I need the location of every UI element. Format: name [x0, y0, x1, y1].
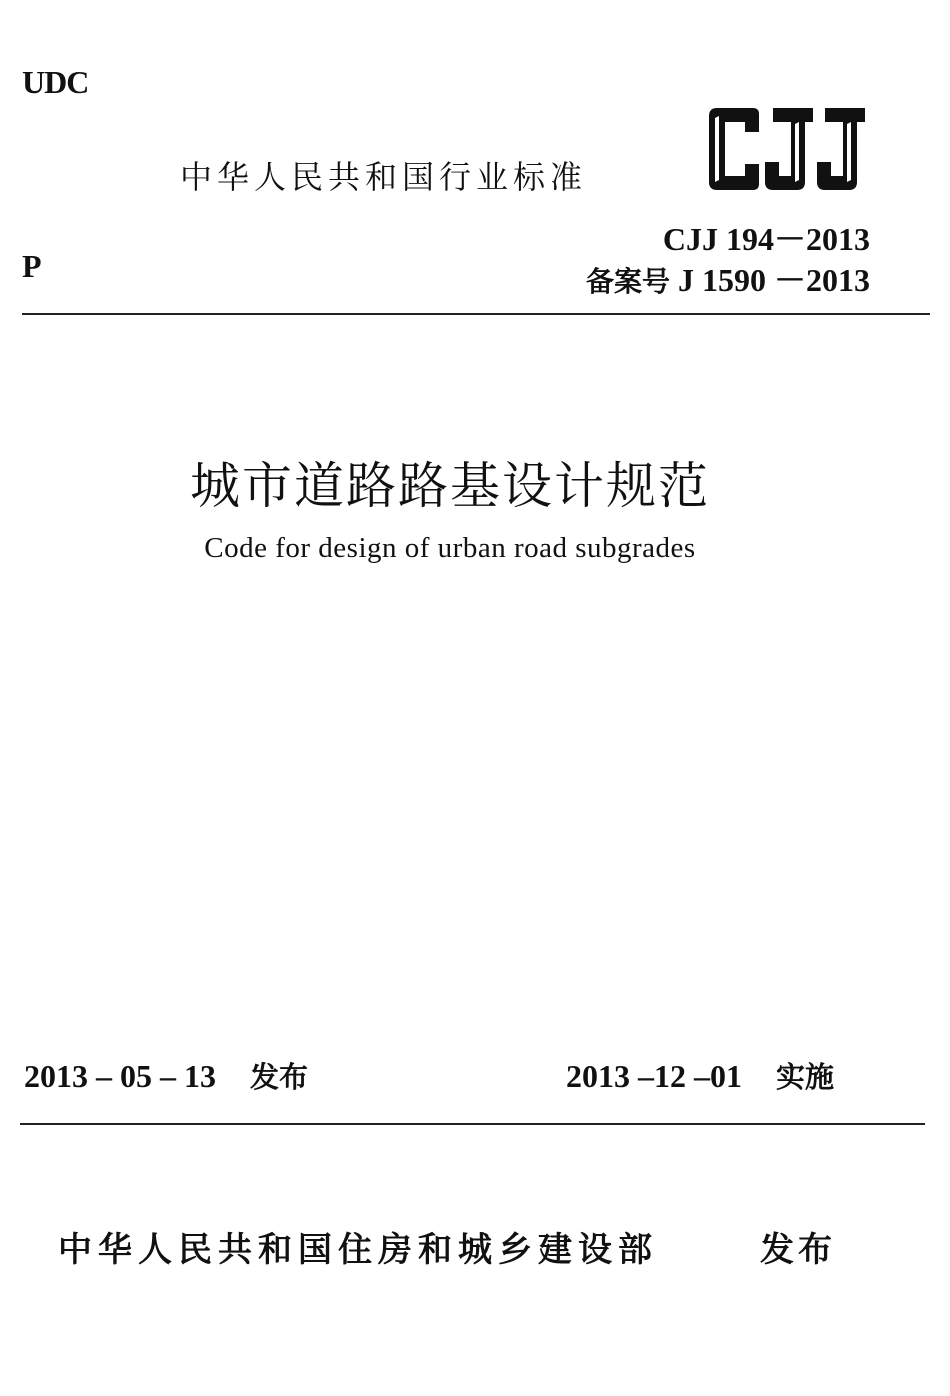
issuer-name: 中华人民共和国住房和城乡建设部 — [58, 1230, 658, 1270]
standard-number: CJJ 194－2013 — [662, 221, 870, 257]
standard-type: 中华人民共和国行业标准 — [180, 158, 588, 196]
issuer-verb: 发布 — [760, 1230, 836, 1270]
bottom-divider — [20, 1123, 925, 1125]
effective-date-line — [566, 1055, 834, 1096]
title-english: Code for design of urban road subgrades — [204, 532, 696, 564]
effective-verb: 实施 — [776, 1060, 835, 1094]
effective-date: 2013 –12 –01 — [566, 1058, 742, 1094]
issue-date-line — [24, 1055, 308, 1096]
classification-label: P — [22, 248, 42, 284]
filing-number-value: J 1590 －2013 — [677, 262, 870, 298]
top-divider — [22, 313, 930, 315]
udc-label: UDC — [22, 64, 89, 100]
title-chinese: 城市道路路基设计规范 — [190, 457, 710, 515]
issue-date: 2013 – 05 – 13 — [24, 1058, 216, 1094]
filing-label: 备案号 — [585, 265, 670, 298]
issue-verb: 发布 — [250, 1060, 309, 1094]
filing-number — [586, 255, 870, 301]
cjj-logo — [703, 106, 871, 192]
